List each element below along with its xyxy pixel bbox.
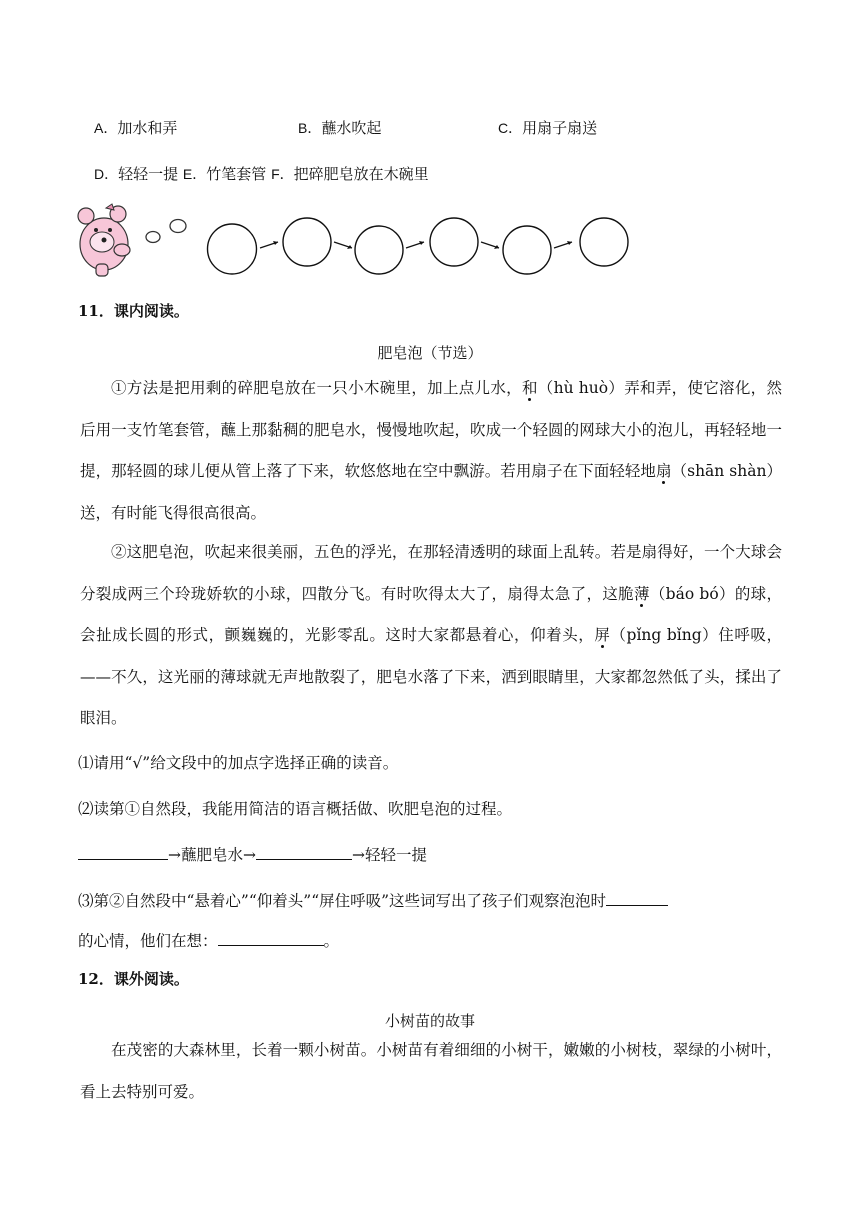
q11-paragraph-1 xyxy=(80,368,782,534)
answer-blank-1[interactable] xyxy=(78,844,168,861)
option-f-letter: F． xyxy=(271,166,294,182)
thought-bubbles-icon xyxy=(146,220,186,243)
step-arrow-5 xyxy=(554,241,572,248)
sub3-text-b: 的心情，他们在想： xyxy=(78,932,218,950)
sub3-text-a: ⑶第②自然段中“悬着心”“仰着头”“屏住呼吸”这些词写出了孩子们观察泡泡时 xyxy=(78,892,607,910)
p2-text-a: ②这肥皂泡，吹起来很美丽，五色的浮光，在那轻清透明的球面上乱转。若是扇得好，一个大球会分裂成两三个玲珑娇软的小球，四散分飞。有时吹得太大了，扇得太急了，这脆 xyxy=(80,543,782,603)
q12-paragraph-text: 在茂密的大森林里，长着一颗小树苗。小树苗有着细细的小树干，嫩嫩的小树枝，翠绿的小树叶，看上去特别可爱。 xyxy=(80,1041,782,1101)
step-arrow-1 xyxy=(260,241,278,248)
option-b-text: 蘸水吹起 xyxy=(321,119,382,137)
answer-blank-3[interactable] xyxy=(606,890,668,907)
step-circle-1 xyxy=(208,224,257,274)
answer-blank-2[interactable] xyxy=(256,844,352,861)
option-c-letter: C． xyxy=(498,120,523,136)
q11-paragraph-2 xyxy=(80,532,782,740)
option-b-letter: B． xyxy=(298,120,322,136)
p1-text-c: （shān shàn）送，有时能飞得很高很高。 xyxy=(80,462,782,522)
option-f-text: 把碎肥皂放在木碗里 xyxy=(293,165,429,183)
step-circle-5 xyxy=(503,226,551,274)
answer-blank-4[interactable] xyxy=(218,930,324,947)
step-circle-3 xyxy=(355,226,403,274)
option-a-letter: A． xyxy=(94,120,118,136)
bear-mascot-icon xyxy=(78,204,130,276)
chain-middle: →蘸肥皂水→ xyxy=(168,846,256,864)
q11-sub-question-3 xyxy=(78,889,668,911)
p1-dotted-char-1: 和 xyxy=(521,379,538,397)
sequence-figure xyxy=(70,200,640,282)
step-circle-2 xyxy=(283,218,331,266)
q12-heading: 12．课外阅读。 xyxy=(78,970,189,988)
step-arrow-3 xyxy=(406,241,424,248)
option-c xyxy=(498,117,597,138)
step-circle-6 xyxy=(580,218,628,266)
step-arrow-2 xyxy=(334,242,352,249)
option-e-letter: E． xyxy=(182,166,207,182)
option-d-text: 轻轻一提 xyxy=(118,165,179,183)
q12-paragraph-1 xyxy=(80,1030,782,1113)
q11-sub-question-2: ⑵读第①自然段，我能用简洁的语言概括做、吹肥皂泡的过程。 xyxy=(78,800,513,818)
options-row-2 xyxy=(94,163,429,184)
p1-text-a: ①方法是把用剩的碎肥皂放在一只小木碗里，加上点儿水， xyxy=(111,379,522,397)
q11-process-chain xyxy=(78,843,427,865)
step-arrow-4 xyxy=(481,242,499,249)
p1-dotted-char-2: 扇 xyxy=(655,462,672,480)
option-c-text: 用扇子扇送 xyxy=(522,119,598,137)
p2-dotted-char-1: 薄 xyxy=(634,584,650,603)
q11-sub-question-3-cont xyxy=(78,929,339,951)
option-a-text: 加水和弄 xyxy=(117,119,178,137)
sub3-text-c: 。 xyxy=(323,932,340,950)
p2-dotted-char-2: 屏 xyxy=(594,626,611,644)
p1-text-b: （hù huò）弄和弄，使它溶化，然后用一支竹笔套管，蘸上那黏稠的肥皂水，慢慢地吹起，吹成一个轻圆的网球大小的泡儿，再轻轻地一提，那轻圆的球儿便从管上落了下来，软悠悠地在空中飘游。若用扇子在下面轻轻地 xyxy=(80,379,782,480)
q12-passage-title: 小树苗的故事 xyxy=(384,1012,475,1030)
q11-sub-question-1: ⑴请用“√”给文段中的加点字选择正确的读音。 xyxy=(78,754,399,772)
q11-passage-title: 肥皂泡（节选） xyxy=(377,344,483,362)
p2-text-b: （báo bó）的球，会扯成长圆的形式，颤巍巍的，光影零乱。这时大家都悬着心，仰着头， xyxy=(80,584,782,644)
option-e-text: 竹笔套管 xyxy=(206,165,267,183)
option-d-letter: D． xyxy=(94,166,119,182)
step-circle-4 xyxy=(430,218,478,266)
p2-text-c: （pǐng bǐng）住呼吸，——不久，这光丽的薄球就无声地散裂了，肥皂水落了下来，洒到眼睛里，大家都忽然低了头，揉出了眼泪。 xyxy=(80,626,782,727)
option-a xyxy=(94,117,177,138)
q11-heading: 11．课内阅读。 xyxy=(78,302,189,320)
chain-end: →轻轻一提 xyxy=(351,846,427,864)
option-b xyxy=(298,117,381,138)
